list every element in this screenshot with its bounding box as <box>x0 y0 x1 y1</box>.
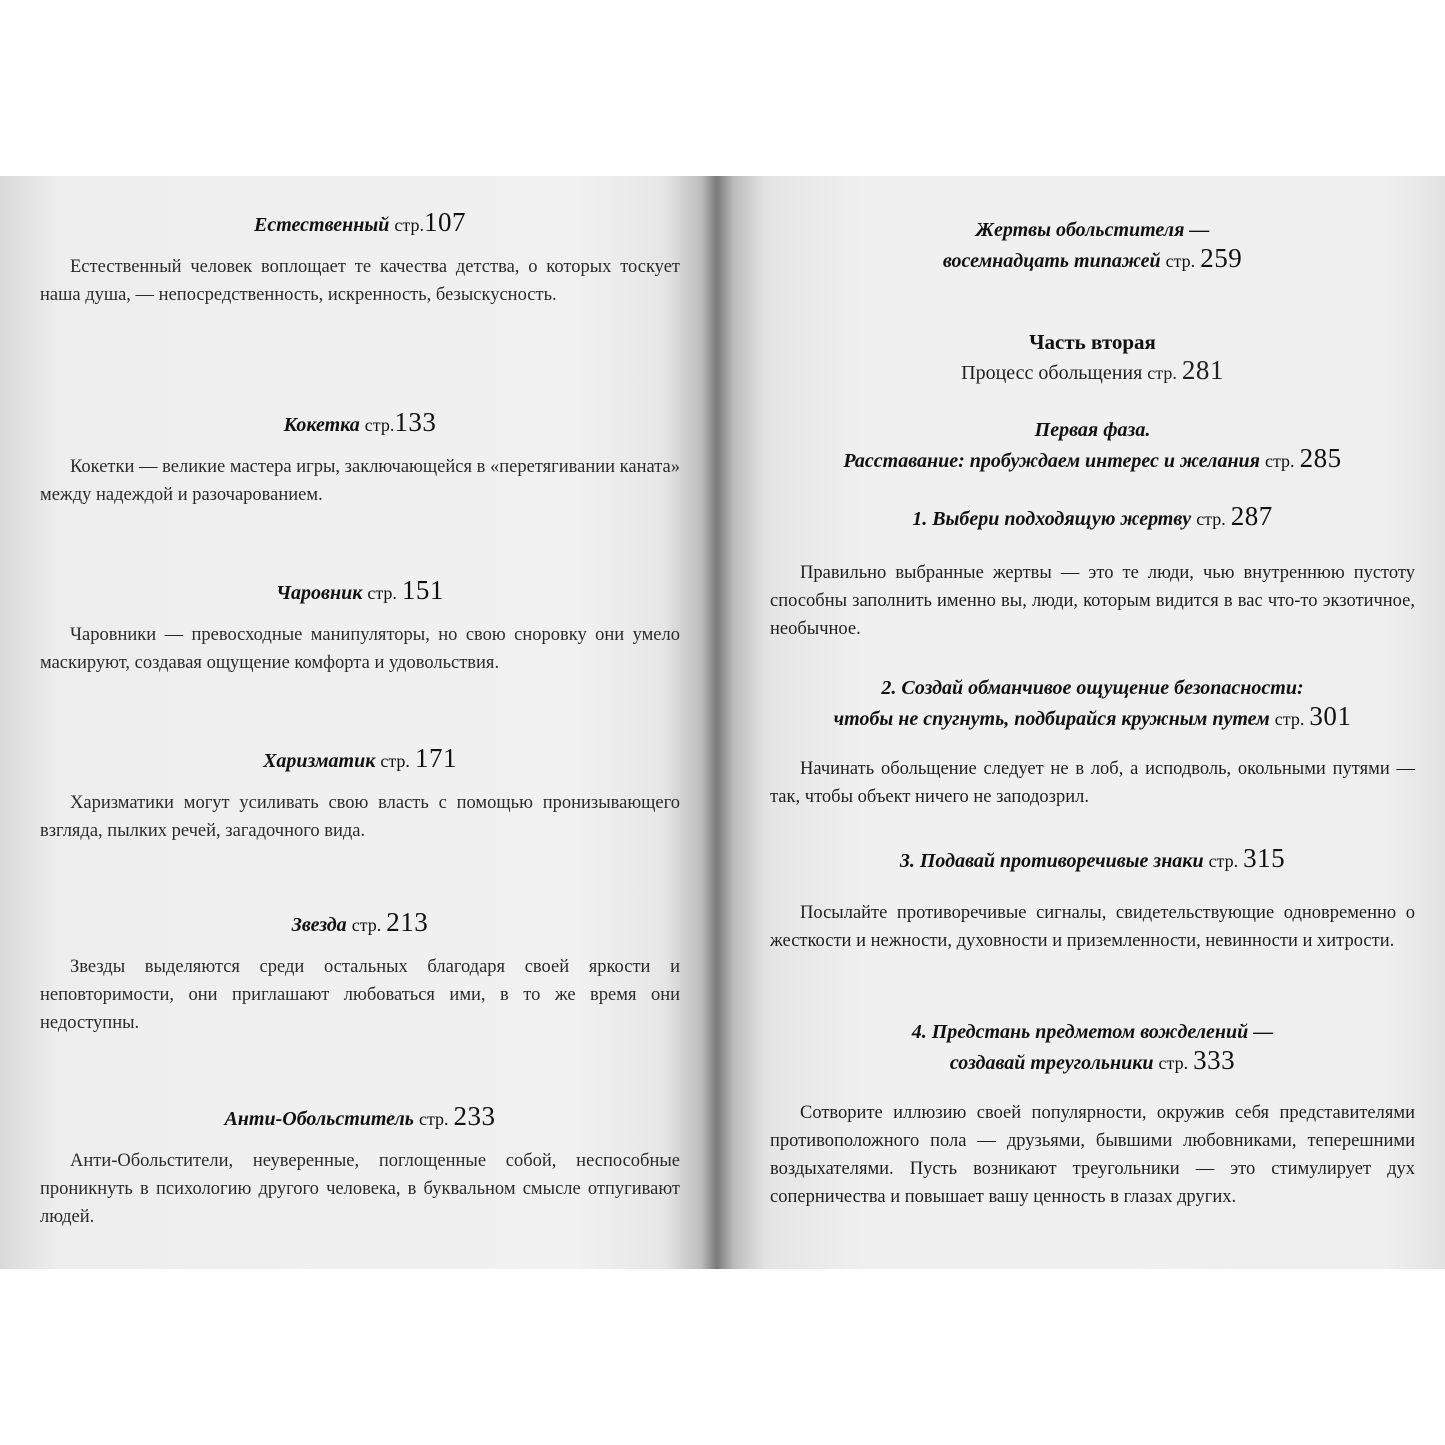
page-number: 107 <box>423 207 466 237</box>
heading-text: чтобы не спугнуть, подбирайся кружным путем <box>833 708 1270 730</box>
entry-description: Естественный человек воплощает те качества детства, о которых тоскует наша душа, — непосредственность, искренность, безыскусность. <box>40 257 680 305</box>
page-number: 287 <box>1230 501 1273 531</box>
page-number: 213 <box>386 907 429 937</box>
entry-heading <box>770 844 1415 875</box>
entry-description: Начинать обольщение следует не в лоб, а исподволь, окольными путями — так, чтобы объект ничего не заподозрил. <box>770 759 1415 807</box>
heading-text: 3. Подавай противоречивые знаки <box>899 850 1204 872</box>
heading-line <box>770 244 1415 275</box>
page-label: стр. <box>1274 709 1305 729</box>
toc-entry <box>40 408 680 509</box>
entry-description: Анти-Обольстители, неуверенные, поглощенные собой, неспособные проникнуть в психологию другого человека, в буквальном смысле отпугивают людей. <box>40 1151 680 1227</box>
right-page <box>770 176 1415 1269</box>
toc-entry <box>40 208 680 309</box>
entry-title: Естественный <box>254 214 390 236</box>
heading-text: восемнадцать типажей <box>942 250 1161 272</box>
page-label: стр. <box>364 415 395 435</box>
page-label: стр. <box>1264 451 1295 471</box>
entry-description: Кокетки — великие мастера игры, заключающейся в «перетягивании каната» между надеждой и разочарованием. <box>40 457 680 505</box>
part-subtitle <box>770 356 1415 387</box>
heading-line: 4. Предстань предметом вожделений — <box>911 1021 1274 1043</box>
page-label: стр. <box>1147 363 1177 383</box>
heading-line <box>770 1046 1415 1077</box>
entry-heading <box>40 1102 680 1133</box>
entry-heading <box>40 408 680 439</box>
heading-line: 2. Создай обманчивое ощущение безопасности: <box>881 677 1304 699</box>
entry-description: Сотворите иллюзию своей популярности, окружив себя представителями противоположного пола — друзьями, бывшими любовниками, теперешними воздыхателями. Пусть возникают треугольники — это стимулирует дух соперничества и повышает вашу ценность в глазах других. <box>770 1103 1415 1207</box>
page-label: стр. <box>1158 1053 1189 1073</box>
subtitle-text: Процесс обольщения <box>961 362 1143 384</box>
page-label: стр. <box>394 215 424 235</box>
entry-title: Харизматик <box>263 750 376 772</box>
part-title: Часть вторая <box>1029 330 1156 354</box>
toc-entry <box>40 1102 680 1231</box>
page-label: стр. <box>380 751 410 771</box>
entry-heading <box>40 744 680 775</box>
page-label: стр. <box>1196 509 1226 529</box>
heading-line: Жертвы обольстителя — <box>975 219 1210 241</box>
toc-entry <box>770 1018 1415 1211</box>
page-number: 151 <box>401 575 444 605</box>
entry-heading <box>770 502 1415 533</box>
page-number: 315 <box>1243 843 1286 873</box>
toc-entry <box>40 908 680 1037</box>
toc-entry <box>40 744 680 845</box>
victims-heading <box>770 216 1415 275</box>
toc-entry <box>770 844 1415 955</box>
heading-line <box>770 444 1415 475</box>
page-number: 233 <box>453 1101 496 1131</box>
entry-description: Посылайте противоречивые сигналы, свидетельствующие одновременно о жесткости и нежности, духовности и приземленности, невинности и хитрости. <box>770 903 1415 951</box>
part-heading <box>770 328 1415 387</box>
heading-text: 1. Выбери подходящую жертву <box>912 508 1192 530</box>
toc-entry <box>770 502 1415 643</box>
page-number: 333 <box>1193 1045 1236 1075</box>
toc-entry <box>40 576 680 677</box>
book-spread <box>0 176 1445 1269</box>
entry-title: Анти-Обольститель <box>224 1108 414 1130</box>
page-number: 133 <box>394 407 437 437</box>
entry-title: Кокетка <box>283 414 360 436</box>
page-number: 171 <box>414 743 457 773</box>
entry-title: Звезда <box>291 914 347 936</box>
entry-description: Харизматики могут усиливать свою власть с помощью пронизывающего взгляда, пылких речей, загадочного вида. <box>40 793 680 841</box>
page-number: 301 <box>1309 701 1352 731</box>
entry-heading <box>40 908 680 939</box>
toc-entry <box>770 674 1415 811</box>
phase-heading <box>770 416 1415 475</box>
heading-line: Первая фаза. <box>1034 419 1151 441</box>
left-page <box>40 176 680 1269</box>
page-label: стр. <box>367 583 397 603</box>
entry-heading <box>40 576 680 607</box>
page-number: 285 <box>1299 443 1342 473</box>
page-number: 281 <box>1181 355 1224 385</box>
heading-text: Расставание: пробуждаем интерес и желания <box>843 450 1260 472</box>
entry-description: Чаровники — превосходные манипуляторы, но свою сноровку они умело маскируют, создавая ощущение комфорта и удовольствия. <box>40 625 680 673</box>
heading-text: создавай треугольники <box>949 1052 1154 1074</box>
page-label: стр. <box>351 915 382 935</box>
page-label: стр. <box>1165 251 1196 271</box>
entry-title: Чаровник <box>276 582 363 604</box>
page-label: стр. <box>1208 851 1239 871</box>
page-label: стр. <box>418 1109 449 1129</box>
heading-line <box>770 702 1415 733</box>
entry-heading <box>40 208 680 239</box>
entry-description: Правильно выбранные жертвы — это те люди, чью внутреннюю пустоту способны заполнить именно вы, люди, которым видится в вас что-то экзотичное, необычное. <box>770 563 1415 639</box>
page-number: 259 <box>1200 243 1243 273</box>
entry-description: Звезды выделяются среди остальных благодаря своей яркости и неповторимости, они приглашают любоваться ими, в то же время они недоступны. <box>40 957 680 1033</box>
